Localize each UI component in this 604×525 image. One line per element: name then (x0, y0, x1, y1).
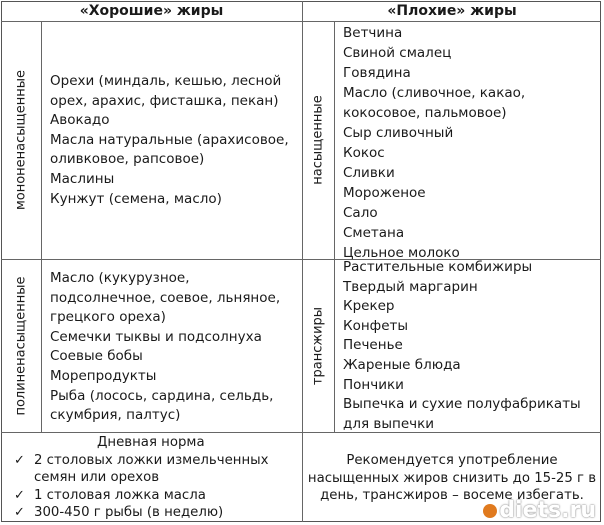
list-item: Масла натуральные (арахисовое, (50, 131, 289, 148)
list-item: Крекер (343, 298, 395, 315)
list-item: орех, арахис, фисташка, пекан) (50, 92, 279, 109)
column-divider-left-label (41, 21, 42, 432)
list-item: Твердый маргарин (343, 278, 478, 295)
list-item: Авокадо (50, 112, 110, 129)
diets-watermark-logo (483, 498, 596, 523)
list-item: Маслины (50, 170, 115, 187)
list-item: Сыр сливочный (343, 125, 454, 141)
recommendation-block (303, 452, 601, 505)
list-item: грецкого ореха) (50, 309, 166, 326)
list-item: Жареные блюда (343, 356, 461, 373)
list-item: Орехи (миндаль, кешью, лесной (50, 73, 282, 89)
recommendation-line: день, трансжиров – восеме избегать. (320, 488, 584, 503)
checkmark-icon: ✓ (14, 487, 25, 503)
peach-icon (483, 504, 497, 518)
norm-item (14, 504, 269, 522)
label-monounsaturated: мононенасыщенные (13, 69, 29, 211)
list-item: Семечки тыквы и подсолнуха (50, 328, 262, 345)
daily-norm-title: Дневная норма (97, 435, 205, 450)
list-item: Масло (кукурузное, (50, 270, 190, 286)
list-item: Сметана (343, 225, 405, 241)
daily-norm-block (14, 434, 269, 522)
watermark-text: diets.ru (499, 498, 596, 523)
label-polyunsaturated: полиненасыщенные (13, 276, 29, 416)
norm-item (14, 487, 269, 505)
list-item: для выпечки (343, 415, 435, 432)
list-item: Ветчина (343, 25, 403, 41)
list-item: оливковое, рапсовое) (50, 151, 205, 168)
bad-fats-header: «Плохие» жиры (387, 3, 517, 19)
good-fats-header: «Хорошие» жиры (79, 3, 224, 19)
norm-item-continuation: семян или орехов (34, 470, 160, 485)
list-item: Свиной смалец (343, 45, 452, 61)
label-saturated: насыщенные (310, 95, 326, 185)
norm-item-text: 1 столовая ложка масла (34, 487, 206, 503)
list-item: Соевые бобы (50, 348, 143, 365)
bad-saturated-list (343, 23, 525, 263)
norm-item (14, 452, 269, 470)
list-item: Морепродукты (50, 367, 157, 384)
good-mono-list (50, 72, 289, 209)
list-item: Сливки (343, 165, 395, 181)
list-item: Растительные комбижиры (343, 259, 533, 275)
checkmark-icon: ✓ (14, 452, 25, 468)
list-item: Масло (сливочное, какао, (343, 85, 526, 101)
list-item: Сало (343, 205, 378, 221)
recommendation-line: насыщенных жиров снизить до 15-25 г в (307, 470, 597, 486)
list-item: подсолнечное, соевое, льняное, (50, 289, 281, 306)
list-item: скумбрия, палтус) (50, 407, 181, 424)
list-item: Печенье (343, 337, 403, 354)
list-item: кокосовое, пальмовое) (343, 105, 507, 121)
list-item: Кунжут (семена, масло) (50, 190, 222, 207)
checkmark-icon: ✓ (14, 505, 25, 520)
label-trans: трансжиры (310, 306, 326, 386)
list-item: Пончики (343, 376, 404, 393)
bad-trans-list (343, 258, 581, 434)
column-divider-right-label (334, 21, 335, 432)
recommendation-line: Рекомендуется употребление (346, 453, 558, 468)
good-poly-list (50, 269, 280, 426)
list-item: Конфеты (343, 317, 409, 334)
norm-item-text: 300-450 г рыбы (в неделю) (34, 505, 224, 520)
list-item: Говядина (343, 65, 411, 81)
column-divider-main (302, 1, 303, 522)
list-item: Цельное молоко (343, 245, 460, 261)
norm-item-text: 2 столовых ложки измельченных (34, 452, 269, 468)
list-item: Рыба (лосось, сардина, сельдь, (50, 387, 274, 404)
list-item: Мороженое (343, 185, 426, 201)
list-item: Выпечка и сухие полуфабрикаты (343, 396, 581, 413)
list-item: Кокос (343, 145, 385, 161)
header-divider (1, 21, 601, 22)
